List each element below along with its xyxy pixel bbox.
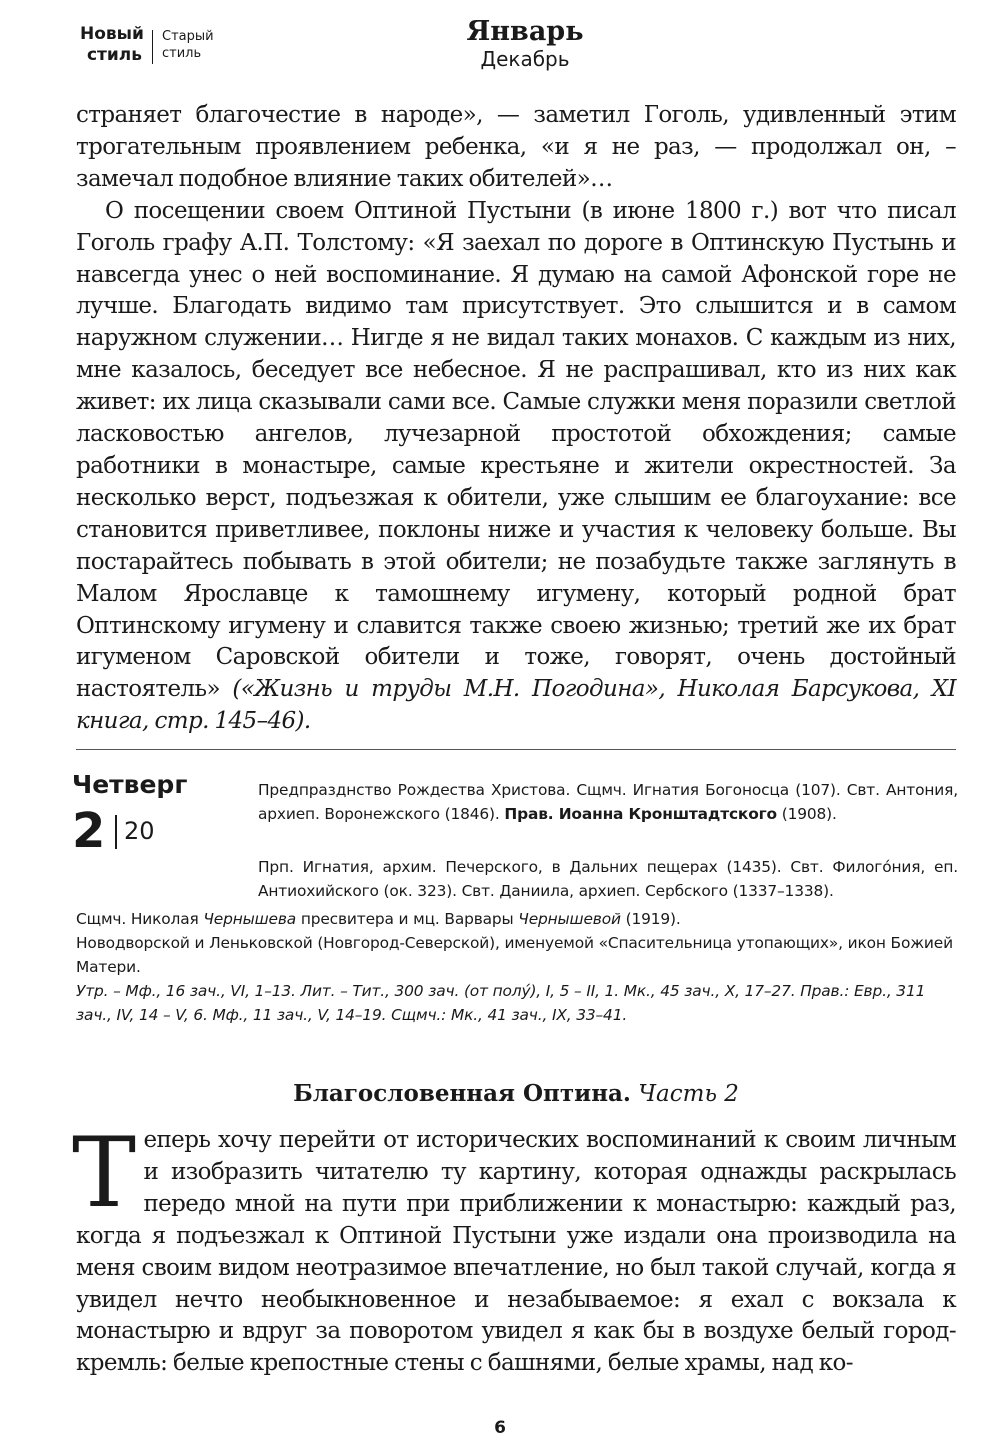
feast-list-third bbox=[76, 907, 958, 1027]
weekday: Четверг bbox=[72, 770, 188, 799]
old-style-line2: стиль bbox=[162, 46, 202, 61]
header-style-divider bbox=[152, 30, 153, 64]
old-style-line1: Старый bbox=[162, 29, 214, 44]
day-number-old-style: 20 bbox=[124, 817, 155, 845]
feast-martyrs-c: (1919). bbox=[625, 910, 681, 928]
quote-text: О посещении своем Оптиной Пустыни (в июне 1800 г.) вот что писал Гоголь графу А.П. Толстому: «Я заехал по дороге в Оптинскую Пустынь и навсегда унес о ней воспоминание. Я думаю на самой Афонской горе не лучше. Благодать видимо там присутствует. Это слышится и в самом наружном служении… Нигде я не видал таких монахов. С каждым из них, мне казалось, беседует все небесное. Я не распрашивал, кто из них как живет: их лица сказывали сами все. Самые служки меня поразили светлой ласковостью ангелов, лучезарной простотой обхождения; самые работники в монастыре, самые крестьяне и жители окрестностей. За несколько верст, подъезжая к обители, уже слышим ее благоухание: все становится приветливее, поклоны ниже и участия к человеку больше. Вы постарайтесь побывать в этой обители; не позабудьте также заглянуть в Малом Ярославце к тамошнему игумену, который родной брат Оптинскому игумену и славится также своею жизнью; третий же их брат игуменом Саровской обители и тоже, говорят, очень достойный настоятель» bbox=[76, 197, 956, 703]
feast-main-tail: (1908). bbox=[781, 805, 837, 823]
scripture-readings: Утр. – Мф., 16 зач., VI, 1–13. Лит. – Тит., 300 зач. (от полý), I, 5 – II, 1. Мк., 45 зач., X, 17–27. Прав.: Евр., 311 зач., IV, 14 – V, 6. Мф., 11 зач., V, 14–19. Сщмч.: Мк., 41 зач., IX, 33–41. bbox=[76, 982, 926, 1024]
continued-text bbox=[76, 100, 956, 738]
citation: («Жизнь и труды М.Н. Погодина», Николая Барсукова, XI книга, стр. 145–46). bbox=[76, 676, 956, 735]
section-title-text: Благословенная Оптина. bbox=[293, 1080, 631, 1107]
feast-main-bold: Прав. Иоанна Кронштадтского bbox=[504, 805, 777, 823]
section-divider bbox=[76, 749, 956, 750]
feast-martyrs bbox=[76, 907, 958, 931]
feast-list-second: Прп. Игнатия, архим. Печерского, в Дальних пещерах (1435). Свт. Филогóния, еп. Антиохийского (ок. 323). Свт. Даниила, архиеп. Сербского (1337–1338). bbox=[258, 858, 958, 900]
feast-main-text: Предпразднство Рождества Христова. Сщмч. Игнатия Богоносца (107). Свт. Антония, архиеп. Воронежского (1846). bbox=[258, 781, 958, 823]
section-title bbox=[76, 1078, 956, 1110]
paragraph bbox=[76, 196, 956, 738]
feast-martyrs-name1: Чернышева bbox=[203, 910, 297, 928]
section-body bbox=[72, 1117, 956, 1380]
old-style-label bbox=[162, 28, 214, 62]
feast-martyrs-a: Сщмч. Николая bbox=[76, 910, 199, 928]
new-style-line1: Новый bbox=[80, 24, 144, 44]
section-body-text: еперь хочу перейти от исторических воспоминаний к своим личным и изобразить читателю ту картину, которая однажды раскрылась передо мной на пути при приближении к монастырю: каждый раз, когда я подъезжал к Оптиной Пустыни уже издали она производила на меня своим видом неотразимое впечатление, но был такой случай, когда я увидел нечто необыкновенное и незабываемое: я ехал с вокзала к монастырю и вдруг за поворотом увидел я как бы в воздухе белый город-кремль: белые крепостные стены с башнями, белые храмы, над ко- bbox=[76, 1127, 956, 1377]
section-part: Часть 2 bbox=[638, 1081, 739, 1107]
drop-cap: Т bbox=[72, 1117, 136, 1229]
month-new-style: Январь bbox=[466, 16, 584, 47]
feast-martyrs-b: пресвитера и мц. Варвары bbox=[300, 910, 514, 928]
day-number-divider bbox=[115, 815, 117, 849]
new-style-line2: стиль bbox=[86, 45, 142, 65]
month-old-style: Декабрь bbox=[480, 47, 570, 71]
feast-martyrs-name2: Чернышевой bbox=[518, 910, 621, 928]
new-style-label bbox=[80, 24, 142, 66]
feast-icons: Новодворской и Леньковской (Новгород-Северской), именуемой «Спасительница утопающих», икон Божией Матери. bbox=[76, 934, 953, 976]
feast-list-main bbox=[258, 778, 958, 826]
day-number-new-style: 2 bbox=[72, 803, 106, 859]
paragraph: страняет благочестие в народе», — заметил Гоголь, удивленный этим трогательным проявлением ребенка, «и я не раз, — продолжал он, – замечал подобное влияние таких обителей»… bbox=[76, 102, 956, 192]
page-number: 6 bbox=[494, 1418, 506, 1438]
